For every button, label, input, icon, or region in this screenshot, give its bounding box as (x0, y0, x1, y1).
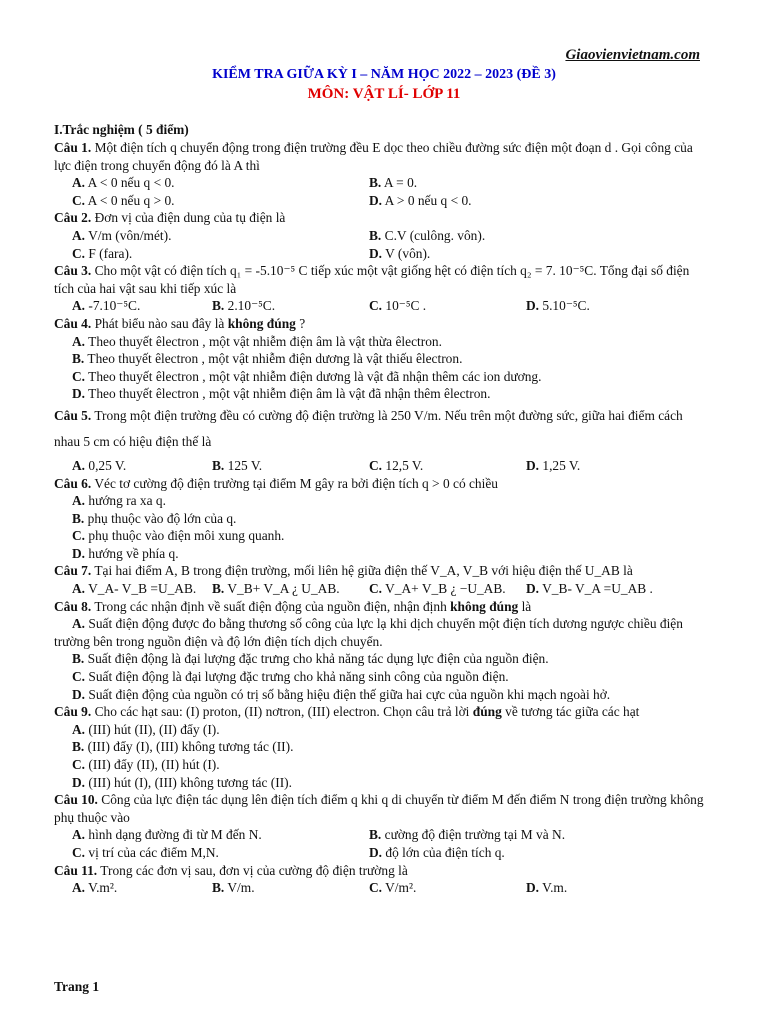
exam-body (54, 121, 708, 897)
question-4: Câu 4. Phát biểu nào sau đây là không đúng ? (54, 315, 306, 331)
options: A. V_A- V_B =U_AB. B. V_B+ V_A ¿ U_AB. C. V_A+ V_B ¿ −U_AB. D. V_B- V_A =U_AB . (72, 581, 653, 597)
option: D. Theo thuyết êlectron , một vật nhiễm điện âm là vật đã nhận thêm êlectron. (72, 386, 491, 402)
options: A. 0,25 V. B. 125 V. C. 12,5 V. D. 1,25 V. (72, 457, 581, 473)
question-5: Câu 5. Trong một điện trường đều có cường độ điện trường là 250 V/m. Nếu trên một đường sức, giữa hai điểm cách nhau 5 cm có hiệu điện thế là (54, 407, 683, 449)
options: A. V/m (vôn/mét). B. C.V (culông. vôn). C. F (fara). D. V (vôn). (72, 227, 486, 261)
section-title: I.Trắc nghiệm ( 5 điểm) (54, 122, 189, 137)
question-2: Câu 2. Đơn vị của điện dung của tụ điện là (54, 210, 286, 226)
site-name: Giaovienvietnam.com (565, 47, 700, 63)
options: A. V.m². B. V/m. C. V/m². D. V.m. (72, 880, 568, 896)
option: D. hướng về phía q. (72, 545, 179, 561)
options: A. -7.10⁻⁵C. B. 2.10⁻⁵C. C. 10⁻⁵C . D. 5.10⁻⁵C. (72, 298, 590, 314)
option: D. Suất điện động của nguồn có trị số bằng hiệu điện thế giữa hai cực của nguồn khi mạch ngoài hở. (72, 686, 611, 702)
exam-title: KIỂM TRA GIỮA KỲ I – NĂM HỌC 2022 – 2023 (ĐỀ 3) (212, 67, 556, 82)
option: C. Theo thuyết êlectron , một vật nhiễm điện dương là vật đã nhận thêm các ion dương. (72, 368, 542, 384)
option: A. hướng ra xa q. (72, 493, 166, 509)
question-8: Câu 8. Trong các nhận định về suất điện động của nguồn điện, nhận định không đúng là (54, 598, 532, 614)
page-number: Trang 1 (54, 979, 100, 994)
option: A. (III) hút (II), (II) đẩy (I). (72, 721, 220, 737)
options: A. hình dạng đường đi từ M đến N. B. cường độ điện trường tại M và N. C. vị trí của các điểm M,N. D. độ lớn của điện tích q. (72, 827, 566, 860)
option: C. (III) đẩy (II), (II) hút (I). (72, 757, 220, 772)
question-10: Câu 10. Công của lực điện tác dụng lên điện tích điểm q khi q di chuyển từ điểm M đến điểm N trong điện trường không phụ thuộc vào (54, 792, 704, 825)
question-1: Câu 1. Một điện tích q chuyển động trong điện trường đều E dọc theo chiều đường sức điện một đoạn d . Gọi công của lực điện trong chuyển động đó là A thì (54, 140, 693, 173)
options: A. A < 0 nếu q < 0. B. A = 0. C. A < 0 nếu q > 0. D. A > 0 nếu q < 0. (72, 175, 472, 208)
option: A. Suất điện động được đo bằng thương số công của lực lạ khi dịch chuyển một điện tích dương ngược chiều điện trường bên trong nguồn điện và độ lớn điện tích dịch chuyển. (54, 616, 683, 649)
option: B. (III) đẩy (I), (III) không tương tác (II). (72, 739, 294, 755)
option: D. (III) hút (I), (III) không tương tác (II). (72, 774, 292, 790)
question-9: Câu 9. Cho các hạt sau: (I) proton, (II) nơtron, (III) electron. Chọn câu trả lời đúng về tương tác giữa các hạt (54, 704, 640, 720)
option: A. Theo thuyết êlectron , một vật nhiễm điện âm là vật thừa êlectron. (72, 333, 442, 349)
option: C. phụ thuộc vào điện môi xung quanh. (72, 528, 285, 544)
option: B. phụ thuộc vào độ lớn của q. (72, 510, 237, 526)
option: B. Theo thuyết êlectron , một vật nhiễm điện dương là vật thiếu êlectron. (72, 351, 463, 367)
subject-title: MÔN: VẬT LÍ- LỚP 11 (307, 86, 461, 102)
question-7: Câu 7. Tại hai điểm A, B trong điện trường, mối liên hệ giữa điện thế V_A, V_B với hiệu điện thế U_AB là (54, 563, 633, 579)
question-11: Câu 11. Trong các đơn vị sau, đơn vị của cường độ điện trường là (54, 862, 408, 878)
question-6: Câu 6. Véc tơ cường độ điện trường tại điểm M gây ra bởi điện tích q > 0 có chiều (54, 475, 498, 491)
option: C. Suất điện động là đại lượng đặc trưng cho khả năng sinh công của nguồn điện. (72, 669, 509, 685)
question-3: Câu 3. Cho một vật có điện tích q₁ = -5.10⁻⁵ C tiếp xúc một vật giống hệt có điện tích q₂ = 7. 10⁻⁵C. Tổng đại số điện tích của hai vật sau khi tiếp xúc là (54, 263, 690, 296)
option: B. Suất điện động là đại lượng đặc trưng cho khả năng tác dụng lực điện của nguồn điện. (72, 651, 549, 667)
